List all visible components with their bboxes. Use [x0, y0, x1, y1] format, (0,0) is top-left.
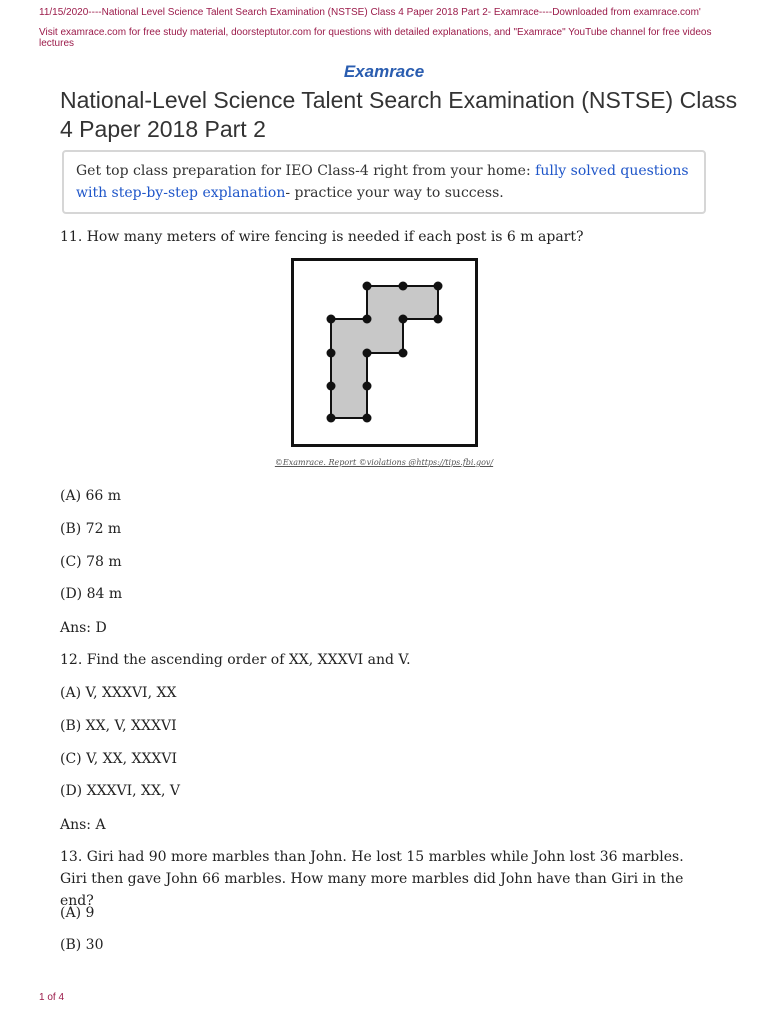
answer-12: Ans: A — [60, 817, 106, 833]
option-13-a: (A) 9 — [60, 905, 95, 921]
page-number: 1 of 4 — [39, 992, 65, 1003]
promo-text: Get top class preparation for IEO Class-4 right from your home: — [76, 163, 536, 179]
fence-post — [327, 315, 336, 324]
brand-logo[interactable]: Examrace — [343, 62, 425, 81]
fence-figure — [291, 258, 478, 447]
option-11-b: (B) 72 m — [60, 521, 122, 537]
option-13-b: (B) 30 — [60, 937, 104, 953]
option-11-a: (A) 66 m — [60, 488, 122, 504]
promo-text-end: - practice your way to success. — [285, 185, 504, 201]
promo-link[interactable]: fully solved questions with step-by-step explanation — [76, 163, 689, 201]
question-12: 12. Find the ascending order of XX, XXXVI and V. — [60, 652, 411, 668]
fence-post — [399, 349, 408, 358]
visit-info-line: Visit examrace.com for free study material, doorsteptutor.com for questions with detailed explanations, and "Examrace" YouTube channel for free videos lectures — [39, 27, 712, 49]
fence-post — [327, 382, 336, 391]
figure-caption[interactable]: ©Examrace. Report ©violations @https://tips.fbi.gov/ — [274, 458, 494, 467]
fence-post — [434, 315, 443, 324]
option-12-a: (A) V, XXXVI, XX — [60, 685, 177, 701]
page-title: National-Level Science Talent Search Examination (NSTSE) Class 4 Paper 2018 Part 2 — [60, 87, 738, 142]
fence-post — [363, 382, 372, 391]
option-12-c: (C) V, XX, XXXVI — [60, 751, 178, 767]
option-11-c: (C) 78 m — [60, 554, 122, 570]
fence-post — [363, 315, 372, 324]
download-header-line: 11/15/2020----National Level Science Talent Search Examination (NSTSE) Class 4 Paper 2018 Part 2- Examrace----Downloaded from examrace.com' — [39, 7, 701, 18]
promo-box — [62, 150, 706, 214]
fence-post — [363, 282, 372, 291]
fence-post — [399, 315, 408, 324]
option-12-b: (B) XX, V, XXXVI — [60, 718, 177, 734]
fence-post — [363, 414, 372, 423]
question-11: 11. How many meters of wire fencing is needed if each post is 6 m apart? — [60, 229, 584, 245]
fence-diagram — [291, 258, 478, 447]
option-12-d: (D) XXXVI, XX, V — [60, 783, 180, 799]
fence-post — [327, 349, 336, 358]
fence-post — [399, 282, 408, 291]
fence-post — [434, 282, 443, 291]
answer-11: Ans: D — [60, 620, 107, 636]
question-13: 13. Giri had 90 more marbles than John. He lost 15 marbles while John lost 36 marbles. Giri then gave John 66 marbles. How many more marbles did John have than Giri in the end? — [60, 849, 684, 909]
fence-post — [363, 349, 372, 358]
option-11-d: (D) 84 m — [60, 586, 123, 602]
fence-post — [327, 414, 336, 423]
